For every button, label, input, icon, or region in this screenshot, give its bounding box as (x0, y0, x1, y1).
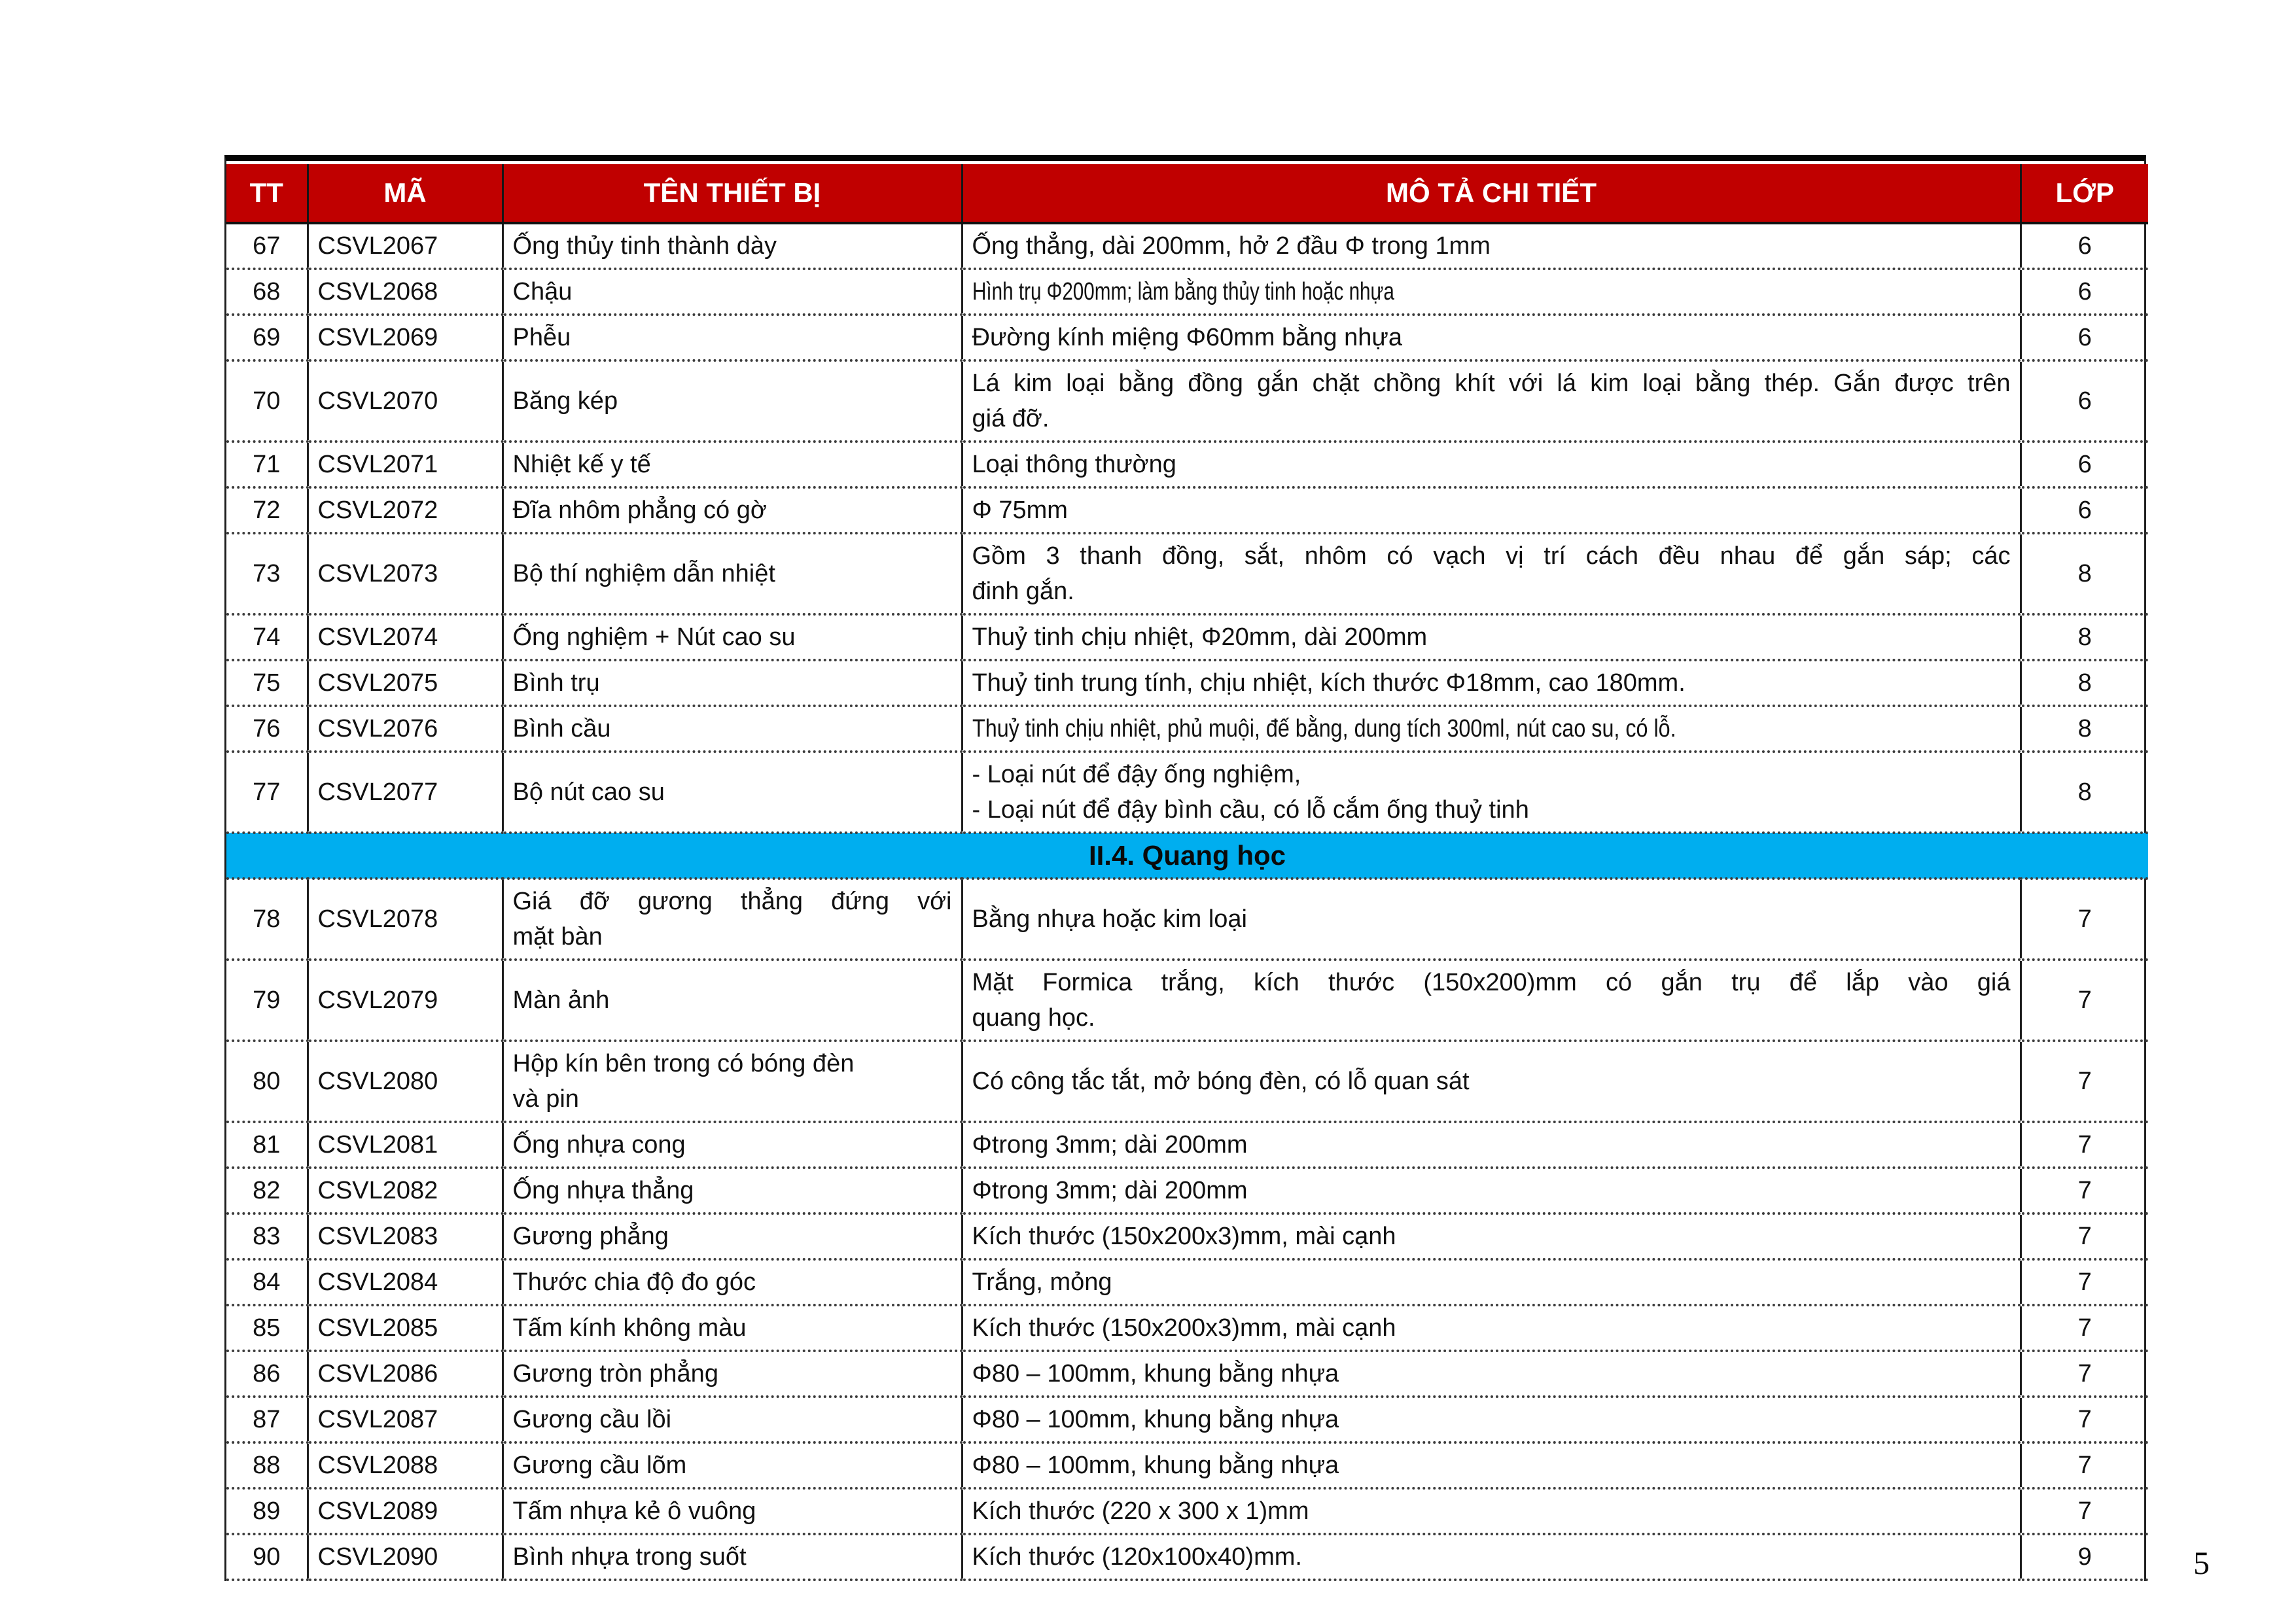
device-code-cell: CSVL2082 (308, 1168, 503, 1213)
table-row (226, 1122, 2148, 1168)
device-code-cell: CSVL2077 (308, 752, 503, 833)
device-name-cell: Ống nhựa cong (503, 1122, 962, 1168)
device-name-cell: Đĩa nhôm phẳng có gờ (503, 487, 962, 533)
device-name-cell: Hộp kín bên trong có bóng đèn và pin (503, 1041, 962, 1122)
device-code-cell: CSVL2089 (308, 1488, 503, 1534)
row-number-cell: 88 (226, 1442, 308, 1488)
device-code-cell: CSVL2070 (308, 360, 503, 442)
device-name-cell: Phễu (503, 315, 962, 360)
grade-cell: 7 (2021, 960, 2148, 1041)
grade-cell: 7 (2021, 1168, 2148, 1213)
table-row (226, 706, 2148, 752)
grade-cell: 7 (2021, 1488, 2148, 1534)
row-number-cell: 70 (226, 360, 308, 442)
device-description-cell: Loại thông thường (962, 442, 2021, 487)
grade-cell: 7 (2021, 1213, 2148, 1259)
device-description-cell: Bằng nhựa hoặc kim loại (962, 879, 2021, 960)
row-number-cell: 75 (226, 660, 308, 706)
page-number: 5 (2193, 1544, 2210, 1581)
device-description-cell: Trắng, mỏng (962, 1259, 2021, 1305)
grade-cell: 7 (2021, 1305, 2148, 1351)
row-number-cell: 86 (226, 1351, 308, 1397)
device-code-cell: CSVL2076 (308, 706, 503, 752)
table-row (226, 1259, 2148, 1305)
device-name-cell: Gương phẳng (503, 1213, 962, 1259)
section-row (226, 833, 2148, 879)
device-description-cell: Kích thước (150x200x3)mm, mài cạnh (962, 1213, 2021, 1259)
device-code-cell: CSVL2069 (308, 315, 503, 360)
device-name-cell: Bình cầu (503, 706, 962, 752)
device-name-cell: Nhiệt kế y tế (503, 442, 962, 487)
device-description-cell: Gồm 3 thanh đồng, sắt, nhôm có vạch vị trí cách đều nhau để gắn sáp; các đinh gắn. (962, 533, 2021, 614)
table-row (226, 223, 2148, 269)
device-code-cell: CSVL2073 (308, 533, 503, 614)
table-row (226, 1305, 2148, 1351)
device-code-cell: CSVL2083 (308, 1213, 503, 1259)
grade-cell: 6 (2021, 223, 2148, 269)
device-description-cell: Φtrong 3mm; dài 200mm (962, 1168, 2021, 1213)
row-number-cell: 82 (226, 1168, 308, 1213)
device-name-cell: Tấm nhựa kẻ ô vuông (503, 1488, 962, 1534)
row-number-cell: 74 (226, 614, 308, 660)
device-name-cell: Thước chia độ đo góc (503, 1259, 962, 1305)
grade-cell: 7 (2021, 879, 2148, 960)
device-code-cell: CSVL2086 (308, 1351, 503, 1397)
device-name-cell: Gương cầu lồi (503, 1397, 962, 1442)
device-description-cell: Kích thước (220 x 300 x 1)mm (962, 1488, 2021, 1534)
grade-cell: 7 (2021, 1397, 2148, 1442)
grade-cell: 7 (2021, 1351, 2148, 1397)
table-row (226, 269, 2148, 315)
device-code-cell: CSVL2072 (308, 487, 503, 533)
device-description-cell: Thuỷ tinh chịu nhiệt, Φ20mm, dài 200mm (962, 614, 2021, 660)
row-number-cell: 83 (226, 1213, 308, 1259)
device-code-cell: CSVL2088 (308, 1442, 503, 1488)
device-code-cell: CSVL2081 (308, 1122, 503, 1168)
grade-cell: 8 (2021, 660, 2148, 706)
row-number-cell: 73 (226, 533, 308, 614)
table-row (226, 660, 2148, 706)
device-code-cell: CSVL2090 (308, 1534, 503, 1580)
table-row (226, 442, 2148, 487)
table-row (226, 614, 2148, 660)
table-row (226, 1213, 2148, 1259)
device-description-cell: Kích thước (120x100x40)mm. (962, 1534, 2021, 1580)
device-code-cell: CSVL2080 (308, 1041, 503, 1122)
grade-cell: 8 (2021, 533, 2148, 614)
row-number-cell: 85 (226, 1305, 308, 1351)
table-row (226, 1534, 2148, 1580)
device-name-cell: Ống nhựa thẳng (503, 1168, 962, 1213)
device-description-cell: Thuỷ tinh chịu nhiệt, phủ muội, đế bằng, dung tích 300ml, nút cao su, có lỗ. (962, 706, 2021, 752)
row-number-cell: 78 (226, 879, 308, 960)
device-name-cell: Băng kép (503, 360, 962, 442)
device-code-cell: CSVL2074 (308, 614, 503, 660)
device-name-cell: Giá đỡ gương thẳng đứng với mặt bàn (503, 879, 962, 960)
table-row (226, 879, 2148, 960)
device-name-cell: Tấm kính không màu (503, 1305, 962, 1351)
grade-cell: 6 (2021, 487, 2148, 533)
grade-cell: 8 (2021, 706, 2148, 752)
column-header-grade: LỚP (2021, 164, 2148, 223)
row-number-cell: 76 (226, 706, 308, 752)
grade-cell: 6 (2021, 315, 2148, 360)
grade-cell: 7 (2021, 1442, 2148, 1488)
row-number-cell: 68 (226, 269, 308, 315)
device-description-cell: Đường kính miệng Φ60mm bằng nhựa (962, 315, 2021, 360)
device-code-cell: CSVL2078 (308, 879, 503, 960)
row-number-cell: 67 (226, 223, 308, 269)
device-code-cell: CSVL2067 (308, 223, 503, 269)
table-row (226, 1041, 2148, 1122)
device-name-cell: Ống nghiệm + Nút cao su (503, 614, 962, 660)
device-description-cell: Có công tắc tắt, mở bóng đèn, có lỗ quan sát (962, 1041, 2021, 1122)
row-number-cell: 69 (226, 315, 308, 360)
device-description-cell: Kích thước (150x200x3)mm, mài cạnh (962, 1305, 2021, 1351)
table-row (226, 533, 2148, 614)
device-name-cell: Chậu (503, 269, 962, 315)
device-code-cell: CSVL2071 (308, 442, 503, 487)
device-description-cell: Hình trụ Φ200mm; làm bằng thủy tinh hoặc nhựa (962, 269, 2021, 315)
table-row (226, 960, 2148, 1041)
device-description-cell: Lá kim loại bằng đồng gắn chặt chồng khít với lá kim loại bằng thép. Gắn được trên giá đỡ. (962, 360, 2021, 442)
device-description-cell: - Loại nút để đậy ống nghiệm, - Loại nút để đậy bình cầu, có lỗ cắm ống thuỷ tinh (962, 752, 2021, 833)
device-description-cell: Φ80 – 100mm, khung bằng nhựa (962, 1442, 2021, 1488)
device-description-cell: Φtrong 3mm; dài 200mm (962, 1122, 2021, 1168)
table-row (226, 1351, 2148, 1397)
device-description-cell: Φ80 – 100mm, khung bằng nhựa (962, 1351, 2021, 1397)
row-number-cell: 79 (226, 960, 308, 1041)
device-code-cell: CSVL2075 (308, 660, 503, 706)
device-code-cell: CSVL2068 (308, 269, 503, 315)
section-header-label: II.4. Quang học (226, 833, 2148, 879)
table-row (226, 360, 2148, 442)
equipment-table (224, 155, 2146, 1581)
row-number-cell: 89 (226, 1488, 308, 1534)
table-row (226, 487, 2148, 533)
device-description-cell: Mặt Formica trắng, kích thước (150x200)mm có gắn trụ để lắp vào giá quang học. (962, 960, 2021, 1041)
grade-cell: 7 (2021, 1259, 2148, 1305)
row-number-cell: 80 (226, 1041, 308, 1122)
grade-cell: 7 (2021, 1122, 2148, 1168)
column-header-desc: MÔ TẢ CHI TIẾT (962, 164, 2021, 223)
row-number-cell: 87 (226, 1397, 308, 1442)
device-name-cell: Ống thủy tinh thành dày (503, 223, 962, 269)
device-name-cell: Gương cầu lõm (503, 1442, 962, 1488)
column-header-code: MÃ (308, 164, 503, 223)
device-name-cell: Bộ thí nghiệm dẫn nhiệt (503, 533, 962, 614)
row-number-cell: 84 (226, 1259, 308, 1305)
device-code-cell: CSVL2079 (308, 960, 503, 1041)
device-name-cell: Bộ nút cao su (503, 752, 962, 833)
grade-cell: 8 (2021, 752, 2148, 833)
device-code-cell: CSVL2087 (308, 1397, 503, 1442)
row-number-cell: 81 (226, 1122, 308, 1168)
device-description-cell: Φ 75mm (962, 487, 2021, 533)
device-description-cell: Φ80 – 100mm, khung bằng nhựa (962, 1397, 2021, 1442)
device-code-cell: CSVL2084 (308, 1259, 503, 1305)
grade-cell: 8 (2021, 614, 2148, 660)
table-row (226, 1397, 2148, 1442)
device-description-cell: Thuỷ tinh trung tính, chịu nhiệt, kích thước Φ18mm, cao 180mm. (962, 660, 2021, 706)
device-name-cell: Bình trụ (503, 660, 962, 706)
grade-cell: 6 (2021, 360, 2148, 442)
grade-cell: 6 (2021, 269, 2148, 315)
device-name-cell: Màn ảnh (503, 960, 962, 1041)
device-code-cell: CSVL2085 (308, 1305, 503, 1351)
table-row (226, 1442, 2148, 1488)
column-header-name: TÊN THIẾT BỊ (503, 164, 962, 223)
equipment-table-grid (226, 164, 2148, 1581)
row-number-cell: 71 (226, 442, 308, 487)
table-row (226, 1168, 2148, 1213)
device-name-cell: Gương tròn phẳng (503, 1351, 962, 1397)
table-row (226, 315, 2148, 360)
column-header-tt: TT (226, 164, 308, 223)
table-row (226, 1488, 2148, 1534)
device-name-cell: Bình nhựa trong suốt (503, 1534, 962, 1580)
grade-cell: 7 (2021, 1041, 2148, 1122)
row-number-cell: 77 (226, 752, 308, 833)
device-description-cell: Ống thẳng, dài 200mm, hở 2 đầu Φ trong 1mm (962, 223, 2021, 269)
table-header-row (226, 164, 2148, 223)
row-number-cell: 72 (226, 487, 308, 533)
grade-cell: 6 (2021, 442, 2148, 487)
grade-cell: 9 (2021, 1534, 2148, 1580)
table-row (226, 752, 2148, 833)
row-number-cell: 90 (226, 1534, 308, 1580)
